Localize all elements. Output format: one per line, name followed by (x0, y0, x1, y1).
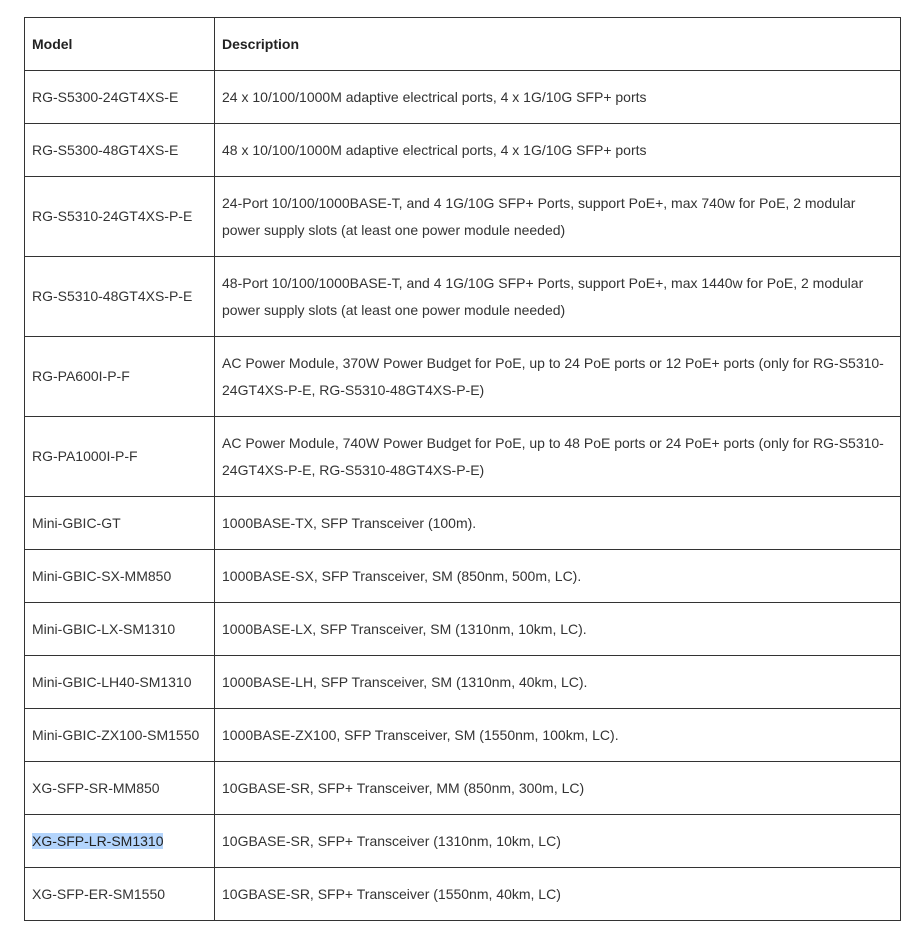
header-description: Description (215, 18, 901, 71)
product-spec-table (24, 17, 901, 921)
table-row (25, 709, 901, 762)
cell-description: 24-Port 10/100/1000BASE-T, and 4 1G/10G SFP+ Ports, support PoE+, max 740w for PoE, 2 modular power supply slots (at least one power module needed) (215, 177, 901, 257)
cell-model: Mini-GBIC-SX-MM850 (25, 550, 215, 603)
cell-description: AC Power Module, 370W Power Budget for PoE, up to 24 PoE ports or 12 PoE+ ports (only for RG-S5310-24GT4XS-P-E, RG-S5310-48GT4XS-P-E) (215, 337, 901, 417)
cell-model: Mini-GBIC-LH40-SM1310 (25, 656, 215, 709)
table-row (25, 550, 901, 603)
cell-description: 24 x 10/100/1000M adaptive electrical ports, 4 x 1G/10G SFP+ ports (215, 71, 901, 124)
cell-model: XG-SFP-SR-MM850 (25, 762, 215, 815)
cell-description: 10GBASE-SR, SFP+ Transceiver (1310nm, 10km, LC) (215, 815, 901, 868)
table-row (25, 762, 901, 815)
table-row (25, 337, 901, 417)
cell-description: 1000BASE-ZX100, SFP Transceiver, SM (1550nm, 100km, LC). (215, 709, 901, 762)
table-row (25, 417, 901, 497)
table-row (25, 656, 901, 709)
table-header-row (25, 18, 901, 71)
cell-model: RG-PA600I-P-F (25, 337, 215, 417)
selected-text[interactable]: XG-SFP-LR-SM1310 (32, 832, 164, 849)
cell-description: 1000BASE-LH, SFP Transceiver, SM (1310nm, 40km, LC). (215, 656, 901, 709)
cell-description: 48 x 10/100/1000M adaptive electrical ports, 4 x 1G/10G SFP+ ports (215, 124, 901, 177)
table-row (25, 815, 901, 868)
cell-model: XG-SFP-ER-SM1550 (25, 868, 215, 921)
cell-description: 10GBASE-SR, SFP+ Transceiver, MM (850nm, 300m, LC) (215, 762, 901, 815)
cell-description: 1000BASE-SX, SFP Transceiver, SM (850nm, 500m, LC). (215, 550, 901, 603)
cell-model: Mini-GBIC-ZX100-SM1550 (25, 709, 215, 762)
cell-model: RG-S5310-24GT4XS-P-E (25, 177, 215, 257)
cell-description: 48-Port 10/100/1000BASE-T, and 4 1G/10G SFP+ Ports, support PoE+, max 1440w for PoE, 2 modular power supply slots (at least one power module needed) (215, 257, 901, 337)
header-model: Model (25, 18, 215, 71)
cell-description: 1000BASE-TX, SFP Transceiver (100m). (215, 497, 901, 550)
table-row (25, 497, 901, 550)
cell-model: RG-S5300-48GT4XS-E (25, 124, 215, 177)
cell-model: RG-PA1000I-P-F (25, 417, 215, 497)
cell-model: RG-S5300-24GT4XS-E (25, 71, 215, 124)
table-row (25, 71, 901, 124)
cell-model: Mini-GBIC-LX-SM1310 (25, 603, 215, 656)
table-row (25, 603, 901, 656)
table-row (25, 177, 901, 257)
cell-model[interactable] (25, 815, 215, 868)
cell-description: 10GBASE-SR, SFP+ Transceiver (1550nm, 40km, LC) (215, 868, 901, 921)
table-row (25, 124, 901, 177)
table-row (25, 868, 901, 921)
cell-model: RG-S5310-48GT4XS-P-E (25, 257, 215, 337)
cell-description: AC Power Module, 740W Power Budget for PoE, up to 48 PoE ports or 24 PoE+ ports (only for RG-S5310-24GT4XS-P-E, RG-S5310-48GT4XS-P-E) (215, 417, 901, 497)
cell-model: Mini-GBIC-GT (25, 497, 215, 550)
cell-description: 1000BASE-LX, SFP Transceiver, SM (1310nm, 10km, LC). (215, 603, 901, 656)
table-row (25, 257, 901, 337)
